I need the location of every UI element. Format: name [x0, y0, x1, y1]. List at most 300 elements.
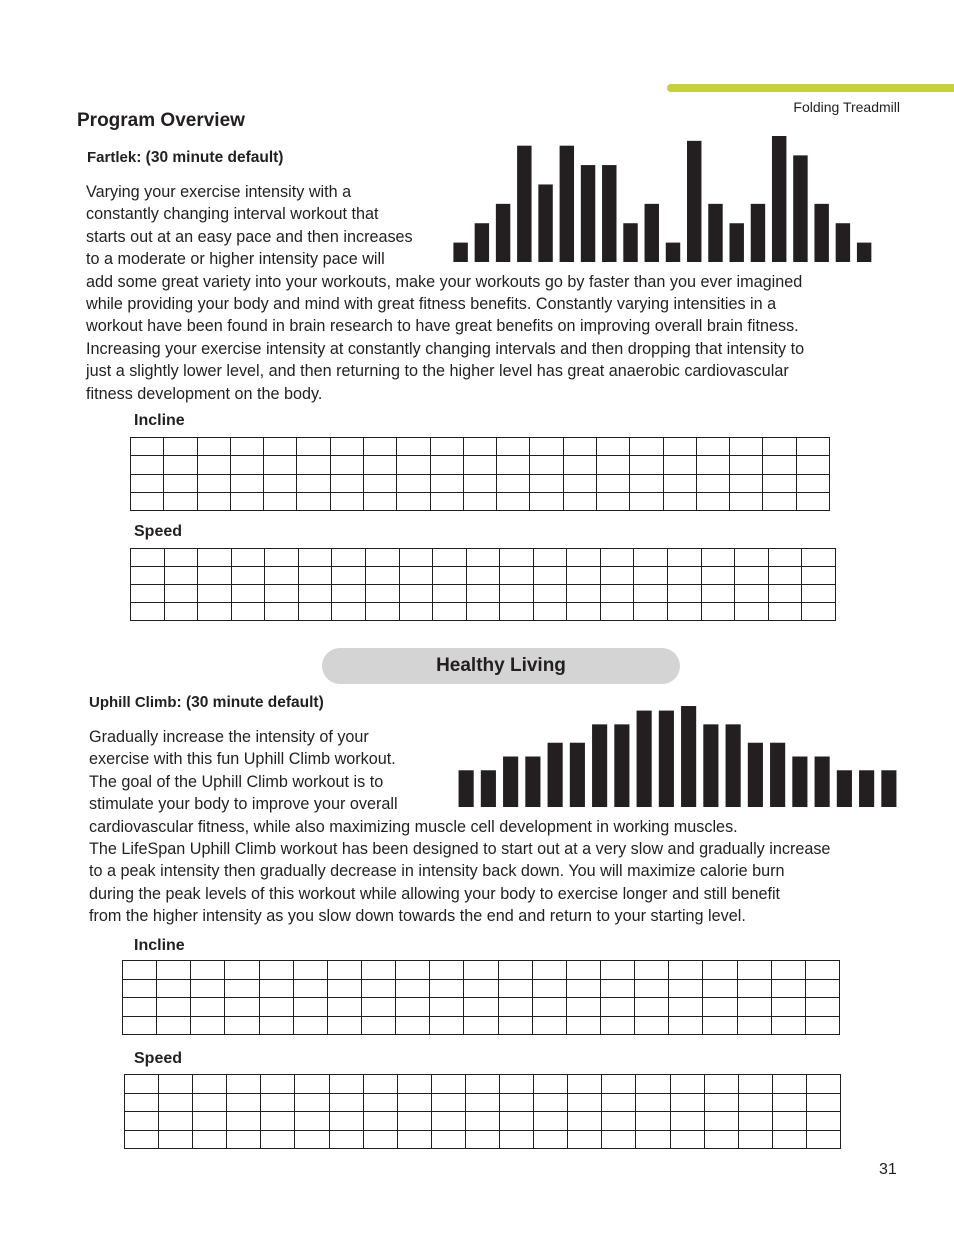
fartlek-incline-grid-cell[interactable]	[730, 492, 763, 510]
fartlek-speed-grid-cell[interactable]	[298, 603, 332, 621]
fartlek-speed-grid-cell[interactable]	[768, 567, 802, 585]
uphill-speed-grid-cell[interactable]	[261, 1075, 295, 1094]
fartlek-speed-grid-cell[interactable]	[567, 603, 601, 621]
fartlek-speed-grid-cell[interactable]	[701, 567, 735, 585]
fartlek-incline-grid-cell[interactable]	[363, 456, 396, 474]
uphill-speed-grid-cell[interactable]	[534, 1130, 568, 1149]
uphill-incline-grid-cell[interactable]	[635, 998, 669, 1017]
uphill-incline-grid-cell[interactable]	[669, 998, 703, 1017]
fartlek-speed-grid[interactable]	[130, 548, 836, 621]
fartlek-incline-grid-cell[interactable]	[197, 474, 230, 492]
uphill-incline-grid-cell[interactable]	[464, 998, 498, 1017]
fartlek-speed-grid-cell[interactable]	[433, 549, 467, 567]
fartlek-speed-grid-cell[interactable]	[265, 567, 299, 585]
uphill-speed-grid-cell[interactable]	[295, 1130, 329, 1149]
fartlek-incline-grid-cell[interactable]	[497, 474, 530, 492]
fartlek-incline-grid[interactable]	[130, 437, 830, 511]
fartlek-speed-grid-cell[interactable]	[131, 603, 165, 621]
uphill-speed-grid-cell[interactable]	[772, 1093, 806, 1112]
uphill-incline-grid-cell[interactable]	[396, 961, 430, 980]
uphill-speed-grid-cell[interactable]	[295, 1112, 329, 1131]
fartlek-incline-grid-cell[interactable]	[497, 456, 530, 474]
fartlek-speed-grid-cell[interactable]	[567, 549, 601, 567]
fartlek-speed-grid-cell[interactable]	[365, 549, 399, 567]
uphill-speed-grid-cell[interactable]	[227, 1112, 261, 1131]
fartlek-incline-grid-cell[interactable]	[164, 492, 197, 510]
fartlek-speed-grid-cell[interactable]	[433, 567, 467, 585]
uphill-speed-grid-cell[interactable]	[159, 1112, 193, 1131]
uphill-incline-grid-cell[interactable]	[123, 961, 157, 980]
uphill-speed-grid-cell[interactable]	[125, 1093, 159, 1112]
fartlek-speed-grid-cell[interactable]	[533, 549, 567, 567]
uphill-incline-grid-cell[interactable]	[532, 979, 566, 998]
fartlek-speed-grid-cell[interactable]	[701, 585, 735, 603]
uphill-incline-grid-cell[interactable]	[805, 961, 839, 980]
fartlek-incline-grid-cell[interactable]	[530, 492, 563, 510]
fartlek-speed-grid-cell[interactable]	[701, 603, 735, 621]
fartlek-speed-grid-cell[interactable]	[399, 549, 433, 567]
fartlek-speed-grid-cell[interactable]	[802, 585, 836, 603]
fartlek-speed-grid-cell[interactable]	[466, 549, 500, 567]
uphill-incline-grid-cell[interactable]	[327, 979, 361, 998]
uphill-speed-grid-cell[interactable]	[227, 1075, 261, 1094]
fartlek-speed-grid-cell[interactable]	[198, 549, 232, 567]
uphill-incline-grid-cell[interactable]	[737, 1016, 771, 1035]
uphill-speed-grid-cell[interactable]	[602, 1093, 636, 1112]
uphill-incline-grid-cell[interactable]	[464, 979, 498, 998]
uphill-speed-grid-cell[interactable]	[568, 1075, 602, 1094]
uphill-speed-grid-cell[interactable]	[772, 1112, 806, 1131]
uphill-speed-grid-cell[interactable]	[363, 1112, 397, 1131]
fartlek-speed-grid-cell[interactable]	[164, 567, 198, 585]
fartlek-incline-grid-cell[interactable]	[197, 438, 230, 456]
fartlek-incline-grid-cell[interactable]	[430, 474, 463, 492]
fartlek-speed-grid-cell[interactable]	[332, 567, 366, 585]
fartlek-incline-grid-cell[interactable]	[264, 492, 297, 510]
fartlek-speed-grid-cell[interactable]	[164, 603, 198, 621]
fartlek-incline-grid-cell[interactable]	[230, 438, 263, 456]
fartlek-incline-grid-cell[interactable]	[630, 492, 663, 510]
fartlek-speed-grid-cell[interactable]	[802, 603, 836, 621]
fartlek-speed-grid-cell[interactable]	[802, 549, 836, 567]
uphill-incline-grid-cell[interactable]	[225, 1016, 259, 1035]
fartlek-incline-grid-cell[interactable]	[563, 456, 596, 474]
uphill-incline-grid-cell[interactable]	[737, 979, 771, 998]
uphill-incline-grid-cell[interactable]	[703, 1016, 737, 1035]
uphill-incline-grid-cell[interactable]	[225, 998, 259, 1017]
uphill-incline-grid-cell[interactable]	[805, 1016, 839, 1035]
uphill-incline-grid-cell[interactable]	[191, 1016, 225, 1035]
uphill-incline-grid-cell[interactable]	[703, 998, 737, 1017]
fartlek-speed-grid-cell[interactable]	[399, 585, 433, 603]
uphill-speed-grid-cell[interactable]	[261, 1130, 295, 1149]
fartlek-incline-grid-cell[interactable]	[696, 438, 729, 456]
fartlek-speed-grid-cell[interactable]	[533, 567, 567, 585]
uphill-speed-grid-cell[interactable]	[670, 1075, 704, 1094]
fartlek-incline-grid-cell[interactable]	[430, 492, 463, 510]
uphill-speed-grid-cell[interactable]	[295, 1075, 329, 1094]
fartlek-speed-grid-cell[interactable]	[433, 585, 467, 603]
fartlek-speed-grid-cell[interactable]	[198, 603, 232, 621]
uphill-speed-grid-cell[interactable]	[738, 1130, 772, 1149]
uphill-incline-grid-cell[interactable]	[293, 998, 327, 1017]
uphill-incline-grid-cell[interactable]	[293, 979, 327, 998]
fartlek-incline-grid-cell[interactable]	[164, 474, 197, 492]
fartlek-incline-grid-cell[interactable]	[363, 492, 396, 510]
uphill-speed-grid-cell[interactable]	[806, 1112, 840, 1131]
uphill-incline-grid-cell[interactable]	[771, 1016, 805, 1035]
fartlek-incline-grid-cell[interactable]	[730, 474, 763, 492]
fartlek-incline-grid-cell[interactable]	[596, 438, 629, 456]
fartlek-incline-grid-cell[interactable]	[363, 474, 396, 492]
uphill-speed-grid-cell[interactable]	[704, 1093, 738, 1112]
uphill-speed-grid-cell[interactable]	[329, 1112, 363, 1131]
uphill-speed-grid-cell[interactable]	[670, 1112, 704, 1131]
fartlek-speed-grid-cell[interactable]	[298, 567, 332, 585]
fartlek-incline-grid-cell[interactable]	[796, 492, 829, 510]
fartlek-incline-grid-cell[interactable]	[663, 474, 696, 492]
fartlek-speed-grid-cell[interactable]	[231, 603, 265, 621]
uphill-incline-grid-cell[interactable]	[771, 998, 805, 1017]
uphill-incline-grid-cell[interactable]	[361, 998, 395, 1017]
uphill-incline-grid-cell[interactable]	[771, 979, 805, 998]
fartlek-incline-grid-cell[interactable]	[563, 474, 596, 492]
uphill-incline-grid-cell[interactable]	[430, 961, 464, 980]
fartlek-speed-grid-cell[interactable]	[365, 567, 399, 585]
uphill-incline-grid-cell[interactable]	[191, 961, 225, 980]
fartlek-speed-grid-cell[interactable]	[131, 567, 165, 585]
uphill-speed-grid-cell[interactable]	[738, 1075, 772, 1094]
uphill-speed-grid-cell[interactable]	[704, 1130, 738, 1149]
fartlek-incline-grid-cell[interactable]	[696, 474, 729, 492]
uphill-speed-grid-cell[interactable]	[397, 1112, 431, 1131]
uphill-speed-grid-cell[interactable]	[159, 1075, 193, 1094]
fartlek-incline-grid-cell[interactable]	[397, 474, 430, 492]
fartlek-speed-grid-cell[interactable]	[466, 585, 500, 603]
uphill-incline-grid-cell[interactable]	[498, 1016, 532, 1035]
fartlek-speed-grid-cell[interactable]	[365, 603, 399, 621]
uphill-incline-grid-cell[interactable]	[498, 998, 532, 1017]
uphill-incline-grid-cell[interactable]	[191, 979, 225, 998]
fartlek-incline-grid-cell[interactable]	[696, 456, 729, 474]
uphill-speed-grid-cell[interactable]	[465, 1130, 499, 1149]
uphill-speed-grid-cell[interactable]	[738, 1093, 772, 1112]
uphill-incline-grid-cell[interactable]	[805, 998, 839, 1017]
fartlek-incline-grid-cell[interactable]	[230, 492, 263, 510]
fartlek-incline-grid-cell[interactable]	[530, 474, 563, 492]
fartlek-incline-grid-cell[interactable]	[230, 456, 263, 474]
uphill-speed-grid-cell[interactable]	[465, 1112, 499, 1131]
fartlek-speed-grid-cell[interactable]	[399, 603, 433, 621]
fartlek-speed-grid-cell[interactable]	[768, 603, 802, 621]
fartlek-speed-grid-cell[interactable]	[298, 585, 332, 603]
uphill-speed-grid-cell[interactable]	[670, 1093, 704, 1112]
fartlek-incline-grid-cell[interactable]	[131, 492, 164, 510]
fartlek-incline-grid-cell[interactable]	[164, 438, 197, 456]
fartlek-incline-grid-cell[interactable]	[131, 456, 164, 474]
uphill-speed-grid-cell[interactable]	[465, 1093, 499, 1112]
fartlek-incline-grid-cell[interactable]	[197, 492, 230, 510]
uphill-speed-grid-cell[interactable]	[534, 1093, 568, 1112]
uphill-incline-grid-cell[interactable]	[532, 1016, 566, 1035]
uphill-speed-grid-cell[interactable]	[772, 1130, 806, 1149]
fartlek-speed-grid-cell[interactable]	[365, 585, 399, 603]
fartlek-speed-grid-cell[interactable]	[399, 567, 433, 585]
uphill-speed-grid-cell[interactable]	[329, 1093, 363, 1112]
fartlek-incline-grid-cell[interactable]	[663, 456, 696, 474]
uphill-speed-grid-cell[interactable]	[363, 1093, 397, 1112]
fartlek-speed-grid-cell[interactable]	[567, 567, 601, 585]
uphill-incline-grid-cell[interactable]	[361, 961, 395, 980]
uphill-incline-grid-cell[interactable]	[566, 1016, 600, 1035]
fartlek-speed-grid-cell[interactable]	[332, 549, 366, 567]
fartlek-incline-grid-cell[interactable]	[131, 474, 164, 492]
uphill-speed-grid-cell[interactable]	[431, 1112, 465, 1131]
uphill-incline-grid[interactable]	[122, 960, 840, 1035]
uphill-incline-grid-cell[interactable]	[430, 979, 464, 998]
fartlek-incline-grid-cell[interactable]	[397, 438, 430, 456]
fartlek-speed-grid-cell[interactable]	[600, 567, 634, 585]
uphill-incline-grid-cell[interactable]	[669, 1016, 703, 1035]
uphill-incline-grid-cell[interactable]	[123, 979, 157, 998]
fartlek-incline-grid-cell[interactable]	[630, 456, 663, 474]
uphill-incline-grid-cell[interactable]	[532, 998, 566, 1017]
fartlek-incline-grid-cell[interactable]	[164, 456, 197, 474]
uphill-speed-grid-cell[interactable]	[431, 1075, 465, 1094]
fartlek-speed-grid-cell[interactable]	[533, 603, 567, 621]
fartlek-incline-grid-cell[interactable]	[131, 438, 164, 456]
fartlek-speed-grid-cell[interactable]	[533, 585, 567, 603]
fartlek-incline-grid-cell[interactable]	[563, 438, 596, 456]
fartlek-incline-grid-cell[interactable]	[663, 438, 696, 456]
uphill-incline-grid-cell[interactable]	[293, 961, 327, 980]
uphill-speed-grid-cell[interactable]	[602, 1130, 636, 1149]
fartlek-incline-grid-cell[interactable]	[430, 456, 463, 474]
fartlek-incline-grid-cell[interactable]	[230, 474, 263, 492]
fartlek-incline-grid-cell[interactable]	[596, 456, 629, 474]
uphill-incline-grid-cell[interactable]	[532, 961, 566, 980]
fartlek-incline-grid-cell[interactable]	[330, 474, 363, 492]
uphill-speed-grid-cell[interactable]	[397, 1130, 431, 1149]
uphill-speed-grid-cell[interactable]	[602, 1112, 636, 1131]
fartlek-speed-grid-cell[interactable]	[198, 585, 232, 603]
uphill-incline-grid-cell[interactable]	[566, 961, 600, 980]
uphill-incline-grid-cell[interactable]	[123, 998, 157, 1017]
fartlek-speed-grid-cell[interactable]	[298, 549, 332, 567]
fartlek-incline-grid-cell[interactable]	[197, 456, 230, 474]
fartlek-speed-grid-cell[interactable]	[131, 585, 165, 603]
uphill-speed-grid-cell[interactable]	[636, 1130, 670, 1149]
uphill-incline-grid-cell[interactable]	[157, 998, 191, 1017]
uphill-incline-grid-cell[interactable]	[737, 998, 771, 1017]
fartlek-speed-grid-cell[interactable]	[668, 567, 702, 585]
fartlek-speed-grid-cell[interactable]	[231, 567, 265, 585]
uphill-speed-grid-cell[interactable]	[806, 1130, 840, 1149]
uphill-speed-grid-cell[interactable]	[431, 1093, 465, 1112]
uphill-incline-grid-cell[interactable]	[635, 1016, 669, 1035]
uphill-speed-grid-cell[interactable]	[329, 1130, 363, 1149]
fartlek-speed-grid-cell[interactable]	[600, 585, 634, 603]
fartlek-speed-grid-cell[interactable]	[735, 549, 769, 567]
fartlek-speed-grid-cell[interactable]	[265, 603, 299, 621]
fartlek-incline-grid-cell[interactable]	[264, 438, 297, 456]
fartlek-speed-grid-cell[interactable]	[768, 549, 802, 567]
fartlek-speed-grid-cell[interactable]	[500, 585, 534, 603]
uphill-incline-grid-cell[interactable]	[225, 979, 259, 998]
fartlek-incline-grid-cell[interactable]	[330, 438, 363, 456]
uphill-incline-grid-cell[interactable]	[157, 961, 191, 980]
fartlek-incline-grid-cell[interactable]	[796, 456, 829, 474]
fartlek-speed-grid-cell[interactable]	[668, 585, 702, 603]
fartlek-incline-grid-cell[interactable]	[630, 474, 663, 492]
uphill-incline-grid-cell[interactable]	[600, 961, 634, 980]
fartlek-speed-grid-cell[interactable]	[668, 549, 702, 567]
uphill-incline-grid-cell[interactable]	[464, 961, 498, 980]
uphill-speed-grid-cell[interactable]	[363, 1130, 397, 1149]
uphill-incline-grid-cell[interactable]	[566, 979, 600, 998]
uphill-speed-grid-cell[interactable]	[261, 1093, 295, 1112]
fartlek-speed-grid-cell[interactable]	[265, 585, 299, 603]
fartlek-incline-grid-cell[interactable]	[330, 456, 363, 474]
fartlek-incline-grid-cell[interactable]	[297, 456, 330, 474]
uphill-incline-grid-cell[interactable]	[259, 961, 293, 980]
uphill-speed-grid-cell[interactable]	[295, 1093, 329, 1112]
uphill-incline-grid-cell[interactable]	[669, 961, 703, 980]
fartlek-incline-grid-cell[interactable]	[297, 492, 330, 510]
fartlek-incline-grid-cell[interactable]	[497, 492, 530, 510]
fartlek-speed-grid-cell[interactable]	[466, 567, 500, 585]
fartlek-incline-grid-cell[interactable]	[363, 438, 396, 456]
uphill-speed-grid-cell[interactable]	[363, 1075, 397, 1094]
uphill-speed-grid-cell[interactable]	[636, 1112, 670, 1131]
fartlek-incline-grid-cell[interactable]	[530, 456, 563, 474]
uphill-incline-grid-cell[interactable]	[361, 979, 395, 998]
uphill-incline-grid-cell[interactable]	[157, 979, 191, 998]
uphill-speed-grid-cell[interactable]	[125, 1112, 159, 1131]
fartlek-incline-grid-cell[interactable]	[463, 474, 496, 492]
fartlek-speed-grid-cell[interactable]	[701, 549, 735, 567]
uphill-speed-grid-cell[interactable]	[159, 1093, 193, 1112]
uphill-incline-grid-cell[interactable]	[157, 1016, 191, 1035]
fartlek-incline-grid-cell[interactable]	[264, 456, 297, 474]
fartlek-incline-grid-cell[interactable]	[596, 492, 629, 510]
fartlek-incline-grid-cell[interactable]	[463, 492, 496, 510]
fartlek-speed-grid-cell[interactable]	[735, 603, 769, 621]
uphill-incline-grid-cell[interactable]	[259, 998, 293, 1017]
fartlek-incline-grid-cell[interactable]	[563, 492, 596, 510]
uphill-speed-grid-cell[interactable]	[465, 1075, 499, 1094]
fartlek-incline-grid-cell[interactable]	[763, 438, 796, 456]
fartlek-incline-grid-cell[interactable]	[796, 438, 829, 456]
fartlek-incline-grid-cell[interactable]	[297, 474, 330, 492]
uphill-incline-grid-cell[interactable]	[635, 961, 669, 980]
uphill-speed-grid-cell[interactable]	[500, 1130, 534, 1149]
uphill-speed-grid-cell[interactable]	[806, 1093, 840, 1112]
uphill-incline-grid-cell[interactable]	[191, 998, 225, 1017]
uphill-incline-grid-cell[interactable]	[600, 979, 634, 998]
uphill-incline-grid-cell[interactable]	[430, 1016, 464, 1035]
fartlek-speed-grid-cell[interactable]	[600, 603, 634, 621]
uphill-incline-grid-cell[interactable]	[225, 961, 259, 980]
uphill-speed-grid-cell[interactable]	[534, 1075, 568, 1094]
uphill-speed-grid-cell[interactable]	[772, 1075, 806, 1094]
uphill-speed-grid[interactable]	[124, 1074, 841, 1149]
uphill-incline-grid-cell[interactable]	[737, 961, 771, 980]
fartlek-speed-grid-cell[interactable]	[735, 567, 769, 585]
uphill-incline-grid-cell[interactable]	[805, 979, 839, 998]
uphill-speed-grid-cell[interactable]	[636, 1093, 670, 1112]
fartlek-incline-grid-cell[interactable]	[397, 456, 430, 474]
fartlek-speed-grid-cell[interactable]	[131, 549, 165, 567]
fartlek-incline-grid-cell[interactable]	[297, 438, 330, 456]
uphill-speed-grid-cell[interactable]	[125, 1130, 159, 1149]
uphill-speed-grid-cell[interactable]	[227, 1093, 261, 1112]
uphill-speed-grid-cell[interactable]	[704, 1112, 738, 1131]
uphill-speed-grid-cell[interactable]	[193, 1112, 227, 1131]
uphill-incline-grid-cell[interactable]	[259, 1016, 293, 1035]
fartlek-incline-grid-cell[interactable]	[430, 438, 463, 456]
fartlek-speed-grid-cell[interactable]	[634, 603, 668, 621]
fartlek-speed-grid-cell[interactable]	[802, 567, 836, 585]
fartlek-incline-grid-cell[interactable]	[397, 492, 430, 510]
uphill-incline-grid-cell[interactable]	[566, 998, 600, 1017]
uphill-speed-grid-cell[interactable]	[193, 1130, 227, 1149]
fartlek-incline-grid-cell[interactable]	[630, 438, 663, 456]
fartlek-incline-grid-cell[interactable]	[663, 492, 696, 510]
fartlek-incline-grid-cell[interactable]	[696, 492, 729, 510]
fartlek-speed-grid-cell[interactable]	[500, 549, 534, 567]
uphill-speed-grid-cell[interactable]	[397, 1093, 431, 1112]
uphill-incline-grid-cell[interactable]	[600, 998, 634, 1017]
fartlek-speed-grid-cell[interactable]	[198, 567, 232, 585]
uphill-incline-grid-cell[interactable]	[703, 961, 737, 980]
uphill-incline-grid-cell[interactable]	[635, 979, 669, 998]
fartlek-incline-grid-cell[interactable]	[796, 474, 829, 492]
fartlek-speed-grid-cell[interactable]	[567, 585, 601, 603]
uphill-speed-grid-cell[interactable]	[670, 1130, 704, 1149]
fartlek-incline-grid-cell[interactable]	[497, 438, 530, 456]
uphill-incline-grid-cell[interactable]	[703, 979, 737, 998]
uphill-speed-grid-cell[interactable]	[227, 1130, 261, 1149]
uphill-speed-grid-cell[interactable]	[738, 1112, 772, 1131]
uphill-incline-grid-cell[interactable]	[123, 1016, 157, 1035]
fartlek-speed-grid-cell[interactable]	[668, 603, 702, 621]
uphill-speed-grid-cell[interactable]	[568, 1112, 602, 1131]
fartlek-speed-grid-cell[interactable]	[634, 567, 668, 585]
fartlek-speed-grid-cell[interactable]	[634, 549, 668, 567]
uphill-speed-grid-cell[interactable]	[261, 1112, 295, 1131]
fartlek-speed-grid-cell[interactable]	[231, 549, 265, 567]
fartlek-incline-grid-cell[interactable]	[596, 474, 629, 492]
fartlek-speed-grid-cell[interactable]	[265, 549, 299, 567]
uphill-incline-grid-cell[interactable]	[327, 998, 361, 1017]
uphill-speed-grid-cell[interactable]	[193, 1093, 227, 1112]
uphill-incline-grid-cell[interactable]	[498, 979, 532, 998]
fartlek-incline-grid-cell[interactable]	[763, 456, 796, 474]
uphill-speed-grid-cell[interactable]	[636, 1075, 670, 1094]
uphill-incline-grid-cell[interactable]	[327, 961, 361, 980]
fartlek-incline-grid-cell[interactable]	[763, 492, 796, 510]
fartlek-speed-grid-cell[interactable]	[332, 585, 366, 603]
fartlek-incline-grid-cell[interactable]	[264, 474, 297, 492]
fartlek-speed-grid-cell[interactable]	[164, 585, 198, 603]
uphill-speed-grid-cell[interactable]	[431, 1130, 465, 1149]
uphill-speed-grid-cell[interactable]	[500, 1093, 534, 1112]
fartlek-incline-grid-cell[interactable]	[463, 438, 496, 456]
uphill-speed-grid-cell[interactable]	[568, 1130, 602, 1149]
uphill-incline-grid-cell[interactable]	[396, 1016, 430, 1035]
uphill-incline-grid-cell[interactable]	[430, 998, 464, 1017]
